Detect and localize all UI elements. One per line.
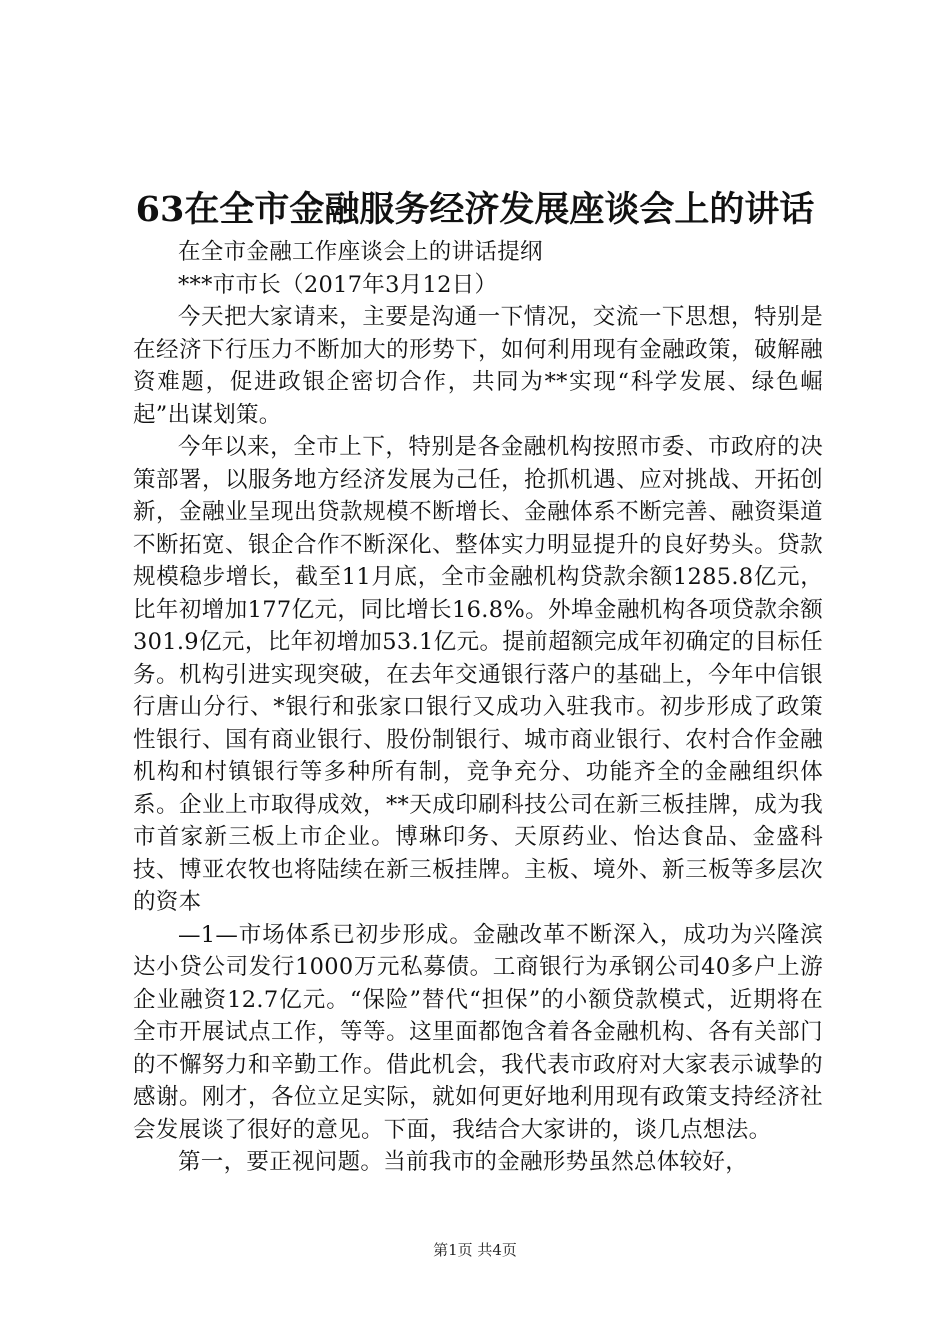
body-paragraph: 第一，要正视问题。当前我市的金融形势虽然总体较好， <box>178 1149 749 1175</box>
body-paragraph: 今天把大家请来，主要是沟通一下情况，交流一下思想，特别是在经济下行压力不断加大的形势下，如何利用现有金融政策，破解融资难题，促进政银企密切合作，共同为**实现“科学发展、绿色崛起”出谋划策。 <box>133 304 823 428</box>
body-paragraph: 今年以来，全市上下，特别是各金融机构按照市委、市政府的决策部署，以服务地方经济发展为己任，抢抓机遇、应对挑战、开拓创新，金融业呈现出贷款规模不断增长、金融体系不断完善、融资渠道不断拓宽、银企合作不断深化、整体实力明显提升的良好势头。贷款规模稳步增长，截至11月底，全市金融机构贷款余额1285.8亿元，比年初增加177亿元，同比增长16.8%。外埠金融机构各项贷款余额301.9亿元，比年初增加53.1亿元。提前超额完成年初确定的目标任务。机构引进实现突破，在去年交通银行落户的基础上，今年中信银行唐山分行、*银行和张家口银行又成功入驻我市。初步形成了政策性银行、国有商业银行、股份制银行、城市商业银行、农村合作金融机构和村镇银行等多种所有制，竞争充分、功能齐全的金融组织体系。企业上市取得成效，**天成印刷科技公司在新三板挂牌，成为我市首家新三板上市企业。博琳印务、天原药业、怡达食品、金盛科技、博亚农牧也将陆续在新三板挂牌。主板、境外、新三板等多层次的资本 <box>133 434 823 915</box>
body-paragraph: —1—市场体系已初步形成。金融改革不断深入，成功为兴隆滨达小贷公司发行1000万元私募债。工商银行为承钢公司40多户上游企业融资12.7亿元。“保险”替代“担保”的小额贷款模式，近期将在全市开展试点工作，等等。这里面都饱含着各金融机构、各有关部门的不懈努力和辛勤工作。借此机会，我代表市政府对大家表示诚挚的感谢。刚才，各位立足实际，就如何更好地利用现有政策支持经济社会发展谈了很好的意见。下面，我结合大家讲的，谈几点想法。 <box>133 921 823 1143</box>
document-body <box>133 236 823 1179</box>
speaker-line: ***市市长（2017年3月12日） <box>178 271 498 298</box>
page-number: 第1页 共4页 <box>433 1241 517 1259</box>
page-title: 63在全市金融服务经济发展座谈会上的讲话 <box>135 189 815 230</box>
document-subtitle: 在全市金融工作座谈会上的讲话提纲 <box>178 239 543 265</box>
